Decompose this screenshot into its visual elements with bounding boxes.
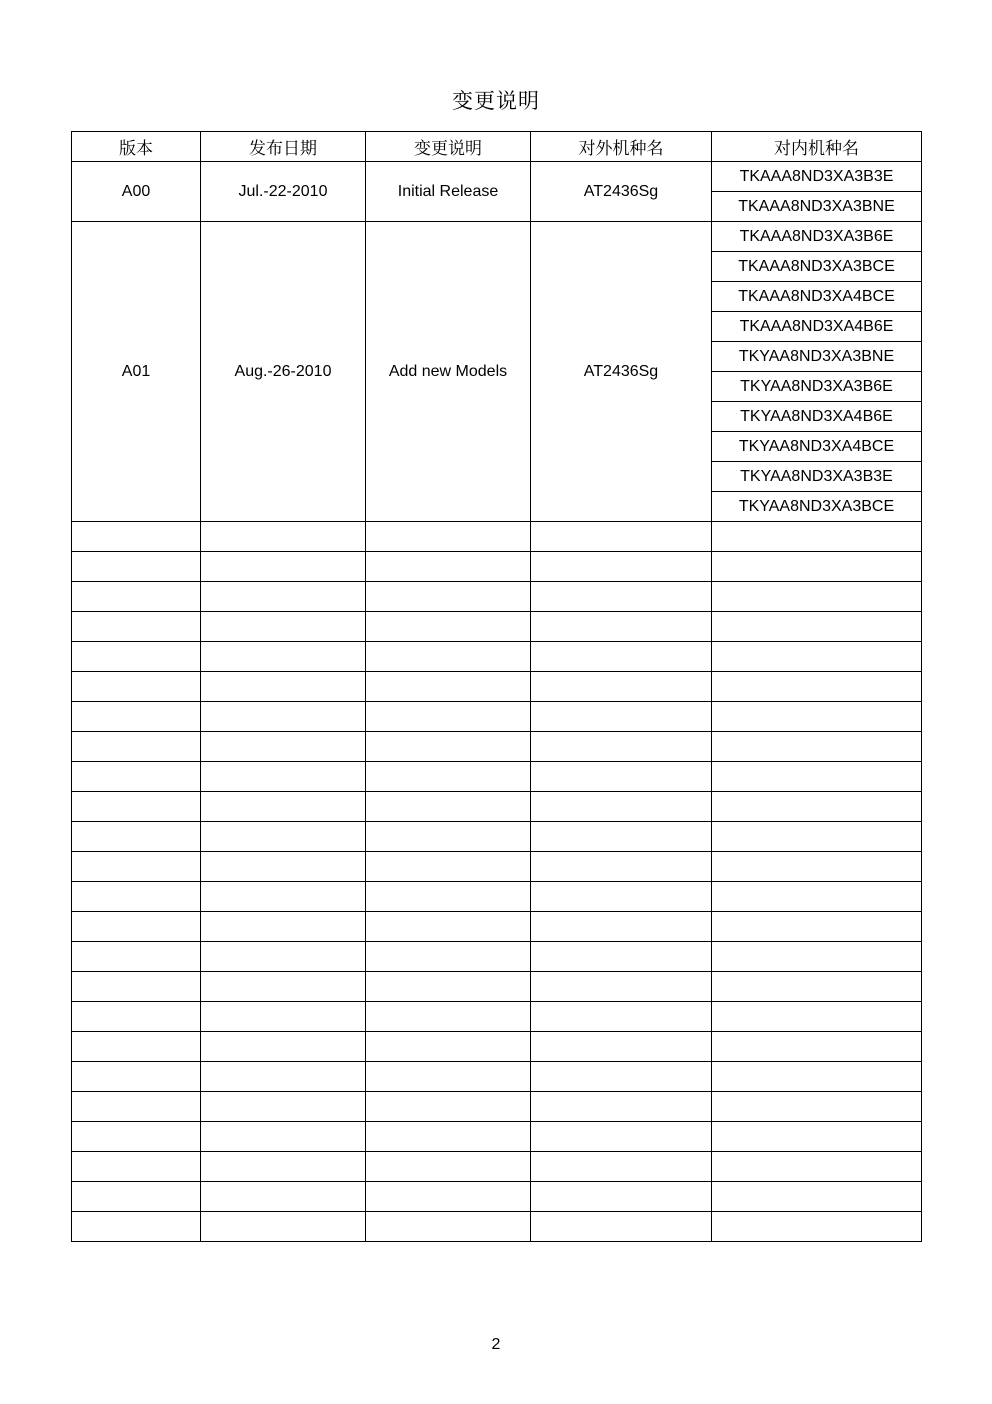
internal-model-cell: TKAAA8ND3XA3B3E xyxy=(712,162,922,192)
empty-cell xyxy=(201,1122,366,1152)
empty-cell xyxy=(201,612,366,642)
empty-cell xyxy=(366,702,531,732)
empty-cell xyxy=(201,792,366,822)
empty-cell xyxy=(712,912,922,942)
date-cell: Aug.-26-2010 xyxy=(201,222,366,522)
external-model-cell: AT2436Sg xyxy=(531,162,712,222)
internal-model-cell: TKAAA8ND3XA3BNE xyxy=(712,192,922,222)
empty-cell xyxy=(712,762,922,792)
internal-model-cell: TKYAA8ND3XA3BCE xyxy=(712,492,922,522)
empty-table-row xyxy=(72,1152,922,1182)
internal-model-cell: TKYAA8ND3XA3BNE xyxy=(712,342,922,372)
empty-cell xyxy=(201,1032,366,1062)
empty-cell xyxy=(366,1212,531,1242)
empty-cell xyxy=(366,552,531,582)
empty-cell xyxy=(72,912,201,942)
empty-cell xyxy=(712,852,922,882)
empty-cell xyxy=(201,822,366,852)
internal-model-cell: TKAAA8ND3XA3B6E xyxy=(712,222,922,252)
empty-table-row xyxy=(72,792,922,822)
empty-table-row xyxy=(72,552,922,582)
empty-cell xyxy=(72,1002,201,1032)
empty-cell xyxy=(72,1182,201,1212)
empty-cell xyxy=(201,642,366,672)
empty-cell xyxy=(72,642,201,672)
empty-cell xyxy=(366,792,531,822)
empty-cell xyxy=(72,762,201,792)
empty-table-row xyxy=(72,1092,922,1122)
empty-cell xyxy=(712,732,922,762)
empty-cell xyxy=(201,1152,366,1182)
empty-cell xyxy=(72,882,201,912)
empty-cell xyxy=(712,882,922,912)
empty-cell xyxy=(531,1032,712,1062)
empty-cell xyxy=(201,972,366,1002)
empty-cell xyxy=(712,1032,922,1062)
empty-cell xyxy=(531,942,712,972)
empty-cell xyxy=(201,852,366,882)
description-cell: Initial Release xyxy=(366,162,531,222)
empty-cell xyxy=(712,942,922,972)
empty-cell xyxy=(712,792,922,822)
empty-cell xyxy=(531,822,712,852)
internal-model-cell: TKYAA8ND3XA3B3E xyxy=(712,462,922,492)
empty-cell xyxy=(201,762,366,792)
empty-cell xyxy=(712,702,922,732)
empty-cell xyxy=(366,522,531,552)
empty-cell xyxy=(201,882,366,912)
empty-table-row xyxy=(72,972,922,1002)
empty-table-row xyxy=(72,672,922,702)
empty-cell xyxy=(366,642,531,672)
empty-table-row xyxy=(72,1182,922,1212)
internal-model-cell: TKYAA8ND3XA4B6E xyxy=(712,402,922,432)
header-external-model: 对外机种名 xyxy=(531,132,712,162)
empty-cell xyxy=(72,1032,201,1062)
empty-cell xyxy=(366,1122,531,1152)
empty-cell xyxy=(366,1002,531,1032)
empty-table-row xyxy=(72,822,922,852)
empty-cell xyxy=(712,1092,922,1122)
empty-table-row xyxy=(72,1002,922,1032)
empty-cell xyxy=(531,1062,712,1092)
empty-cell xyxy=(366,1032,531,1062)
empty-cell xyxy=(201,732,366,762)
version-cell: A00 xyxy=(72,162,201,222)
empty-cell xyxy=(201,522,366,552)
empty-cell xyxy=(712,972,922,1002)
empty-cell xyxy=(72,732,201,762)
empty-cell xyxy=(712,522,922,552)
empty-cell xyxy=(201,1002,366,1032)
empty-cell xyxy=(366,672,531,702)
empty-cell xyxy=(72,942,201,972)
empty-cell xyxy=(712,552,922,582)
empty-cell xyxy=(531,1122,712,1152)
table-body xyxy=(72,162,922,1242)
empty-cell xyxy=(201,702,366,732)
empty-cell xyxy=(712,672,922,702)
empty-table-row xyxy=(72,912,922,942)
internal-model-cell: TKAAA8ND3XA4BCE xyxy=(712,282,922,312)
empty-cell xyxy=(531,582,712,612)
empty-cell xyxy=(712,582,922,612)
description-cell: Add new Models xyxy=(366,222,531,522)
internal-model-cell: TKAAA8ND3XA3BCE xyxy=(712,252,922,282)
table-row xyxy=(72,162,922,192)
table-row xyxy=(72,222,922,252)
empty-cell xyxy=(531,732,712,762)
empty-cell xyxy=(366,732,531,762)
empty-cell xyxy=(366,1062,531,1092)
empty-cell xyxy=(201,582,366,612)
header-internal-model: 对内机种名 xyxy=(712,132,922,162)
empty-cell xyxy=(531,912,712,942)
empty-table-row xyxy=(72,1122,922,1152)
empty-cell xyxy=(366,912,531,942)
page-number: 2 xyxy=(491,1336,501,1353)
empty-table-row xyxy=(72,852,922,882)
empty-cell xyxy=(366,1182,531,1212)
empty-cell xyxy=(366,942,531,972)
empty-cell xyxy=(201,1182,366,1212)
empty-cell xyxy=(201,942,366,972)
empty-table-row xyxy=(72,582,922,612)
empty-cell xyxy=(712,1182,922,1212)
empty-cell xyxy=(531,1002,712,1032)
empty-cell xyxy=(712,1212,922,1242)
empty-table-row xyxy=(72,1212,922,1242)
empty-cell xyxy=(201,912,366,942)
change-log-table xyxy=(71,131,922,1242)
table-header-row xyxy=(72,132,922,162)
empty-table-row xyxy=(72,702,922,732)
empty-cell xyxy=(201,1212,366,1242)
empty-cell xyxy=(712,642,922,672)
empty-cell xyxy=(72,822,201,852)
empty-cell xyxy=(531,1092,712,1122)
empty-cell xyxy=(201,672,366,702)
empty-cell xyxy=(72,522,201,552)
page-title: 变更说明 xyxy=(452,89,540,113)
header-version: 版本 xyxy=(72,132,201,162)
empty-table-row xyxy=(72,882,922,912)
empty-cell xyxy=(366,1152,531,1182)
empty-cell xyxy=(531,552,712,582)
internal-model-cell: TKYAA8ND3XA4BCE xyxy=(712,432,922,462)
empty-cell xyxy=(531,522,712,552)
header-release-date: 发布日期 xyxy=(201,132,366,162)
empty-cell xyxy=(531,792,712,822)
empty-cell xyxy=(72,612,201,642)
empty-cell xyxy=(72,552,201,582)
empty-cell xyxy=(712,1152,922,1182)
empty-cell xyxy=(72,792,201,822)
empty-cell xyxy=(531,762,712,792)
empty-table-row xyxy=(72,1062,922,1092)
empty-cell xyxy=(72,852,201,882)
empty-cell xyxy=(366,972,531,1002)
empty-table-row xyxy=(72,942,922,972)
empty-cell xyxy=(531,852,712,882)
empty-cell xyxy=(531,972,712,1002)
empty-cell xyxy=(712,1002,922,1032)
empty-cell xyxy=(72,1092,201,1122)
empty-cell xyxy=(712,822,922,852)
empty-cell xyxy=(712,612,922,642)
empty-cell xyxy=(201,1092,366,1122)
empty-cell xyxy=(72,1212,201,1242)
empty-cell xyxy=(72,1152,201,1182)
empty-cell xyxy=(366,612,531,642)
empty-cell xyxy=(72,1062,201,1092)
empty-cell xyxy=(531,672,712,702)
empty-table-row xyxy=(72,732,922,762)
empty-cell xyxy=(72,702,201,732)
external-model-cell: AT2436Sg xyxy=(531,222,712,522)
empty-cell xyxy=(531,642,712,672)
empty-cell xyxy=(531,1182,712,1212)
empty-cell xyxy=(72,1122,201,1152)
empty-table-row xyxy=(72,642,922,672)
empty-table-row xyxy=(72,522,922,552)
internal-model-cell: TKYAA8ND3XA3B6E xyxy=(712,372,922,402)
header-change-description: 变更说明 xyxy=(366,132,531,162)
empty-cell xyxy=(366,1092,531,1122)
empty-table-row xyxy=(72,762,922,792)
empty-cell xyxy=(366,582,531,612)
empty-cell xyxy=(531,702,712,732)
empty-cell xyxy=(366,822,531,852)
empty-cell xyxy=(201,1062,366,1092)
empty-cell xyxy=(72,672,201,702)
empty-table-row xyxy=(72,612,922,642)
empty-cell xyxy=(712,1122,922,1152)
date-cell: Jul.-22-2010 xyxy=(201,162,366,222)
version-cell: A01 xyxy=(72,222,201,522)
empty-cell xyxy=(201,552,366,582)
internal-model-cell: TKAAA8ND3XA4B6E xyxy=(712,312,922,342)
empty-cell xyxy=(72,972,201,1002)
empty-cell xyxy=(712,1062,922,1092)
empty-cell xyxy=(72,582,201,612)
empty-cell xyxy=(366,882,531,912)
empty-cell xyxy=(531,882,712,912)
empty-cell xyxy=(366,762,531,792)
empty-cell xyxy=(531,612,712,642)
empty-cell xyxy=(531,1212,712,1242)
empty-table-row xyxy=(72,1032,922,1062)
empty-cell xyxy=(366,852,531,882)
empty-cell xyxy=(531,1152,712,1182)
